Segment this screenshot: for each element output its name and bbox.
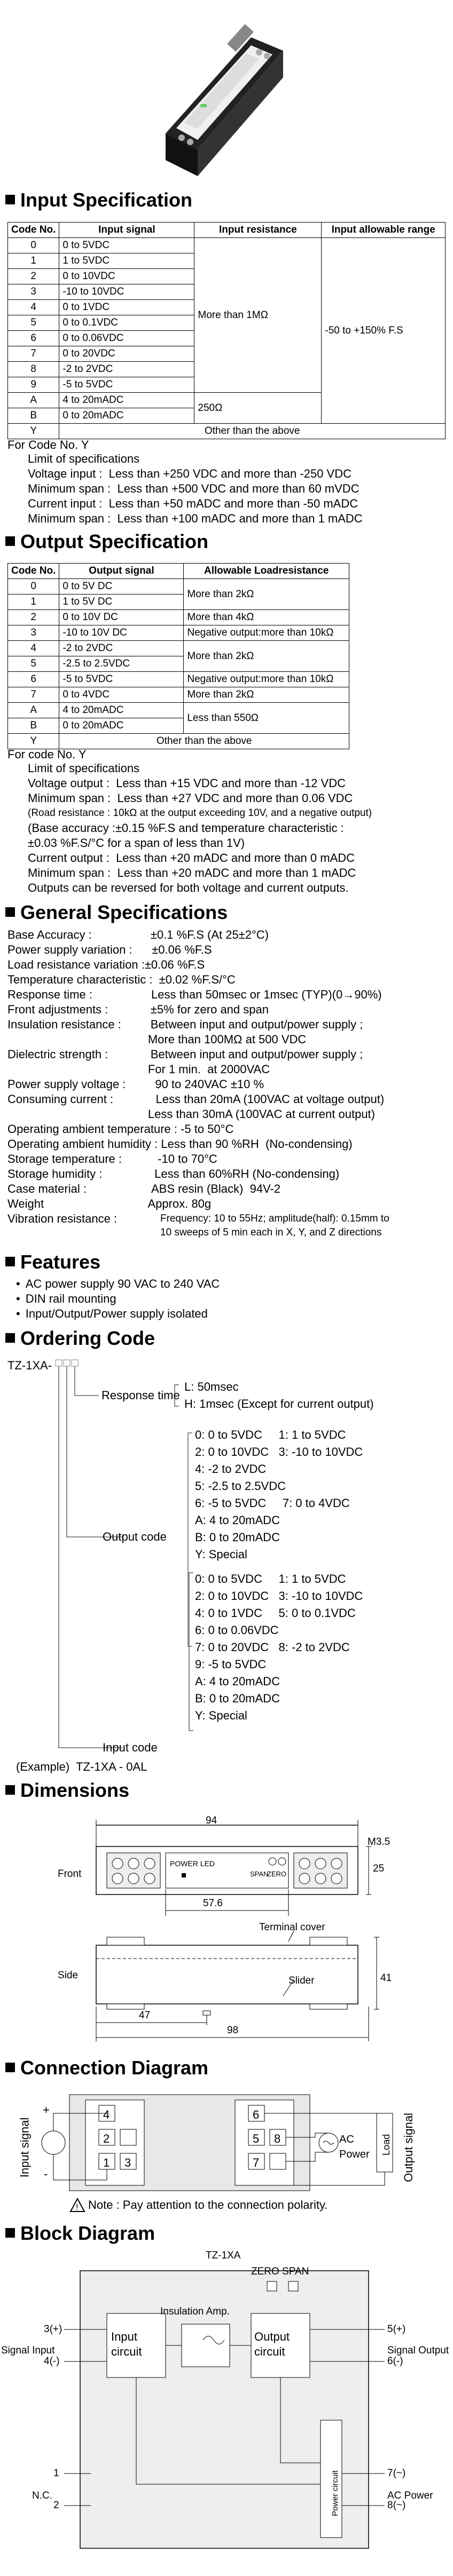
terminal-2: 2 [103, 2132, 110, 2145]
input-code-y-heading: For Code No. Y [7, 438, 89, 451]
output-opt: 5: -2.5 to 2.5VDC [195, 1479, 286, 1493]
response-label: Response time [101, 1389, 180, 1402]
feature-item: • AC power supply 90 VAC to 240 VAC [16, 1277, 220, 1291]
general-spec-title: General Specifications [5, 902, 228, 923]
input-opt: B: 0 to 20mADC [195, 1692, 280, 1705]
output-opt: B: 0 to 20mADC [195, 1531, 280, 1544]
terminal-7: 7 [253, 2156, 260, 2169]
block-title: Block Diagram [5, 2223, 155, 2244]
conn-load: Load [381, 2134, 392, 2156]
input-opt: 9: -5 to 5VDC [195, 1658, 267, 1671]
zero-span: ZERO SPAN [251, 2266, 309, 2277]
ordering-example: (Example) TZ-1XA - 0AL [16, 1760, 147, 1773]
input-opt: 4: 0 to 1VDC 5: 0 to 0.1VDC [195, 1606, 356, 1620]
input-opt: 0: 0 to 5VDC 1: 1 to 5VDC [195, 1572, 346, 1586]
block-t8: 8(~) [387, 2500, 406, 2511]
output-spec-table: Code No. Output signal Allowable Loadresistance 0 0 to 5V DC More than 2kΩ 1 1 to 5V DC 2 0 to 10V DC More than 4kΩ 3 -10 to 10V DC Negative output:more than 10kΩ 4 -2 to 2VDC More than 2kΩ 5 -2.5 to 2.5VDC 6 -5 to 5VDC Negative output:more than 10kΩ 7 0 to 4VDC More than 2kΩ A 4 to 20mADC Less than 550Ω B 0 to 20mADC Y Other than the above [7, 563, 349, 749]
dimensions-title: Dimensions [5, 1780, 129, 1801]
output-limit-2: (Road resistance : 10kΩ at the output exceeding 10V, and a negative output) [28, 807, 372, 819]
side-label: Side [58, 1970, 79, 1981]
terminal-5: 5 [253, 2132, 260, 2145]
output-limit-4: ±0.03 %F.S/°C for a span of less than 1V) [28, 836, 245, 850]
output-limit-0: Voltage output : Less than +15 VDC and more than -12 VDC [28, 776, 346, 790]
conn-output-signal: Output signal [401, 2113, 415, 2182]
terminal-cover-label: Terminal cover [259, 1922, 325, 1933]
output-limit-7: Outputs can be reversed for both voltage and current outputs. [28, 881, 349, 894]
table-cell: 0 [8, 238, 59, 253]
slider-label: Slider [288, 1975, 315, 1986]
input-opt: 2: 0 to 10VDC 3: -10 to 10VDC [195, 1589, 363, 1603]
input-limit-2: Current input : Less than +50 mADC and more than -50 mADC [28, 497, 358, 510]
dim-25: 25 [373, 1863, 385, 1874]
output-limit-1: Minimum span : Less than +27 VDC and more than 0.06 VDC [28, 791, 353, 805]
output-code-y-heading: For code No. Y [7, 748, 87, 761]
output-limit-6: Minimum span : Less than +20 mADC and more than 1 mADC [28, 866, 356, 879]
block-t6: 6(-) [387, 2356, 403, 2367]
dim-94: 94 [206, 1815, 217, 1826]
table-cell: -50 to +150% F.S [322, 238, 446, 424]
input-limit-heading: Limit of specifications [28, 452, 140, 465]
span-label: SPAN [250, 1870, 269, 1878]
terminal-4: 4 [103, 2108, 110, 2121]
block-t7: 7(~) [387, 2468, 406, 2479]
dim-98: 98 [227, 2025, 239, 2036]
output-opt: 4: -2 to 2VDC [195, 1462, 267, 1476]
product-photo [144, 0, 304, 181]
input-opt: A: 4 to 20mADC [195, 1675, 280, 1688]
col-range: Input allowable range [322, 223, 446, 238]
input-opt: Y: Special [195, 1709, 247, 1722]
input-code-label: Input code [103, 1741, 158, 1754]
input-circuit: Input circuit [111, 2330, 142, 2358]
power-led-label: POWER LED [170, 1859, 215, 1868]
terminal-3: 3 [124, 2156, 131, 2169]
dim-m35: M3.5 [368, 1836, 390, 1848]
table-cell: More than 1MΩ [194, 238, 322, 393]
feature-item: • DIN rail mounting [16, 1291, 116, 1306]
output-limit-3: (Base accuracy :±0.15 %F.S and temperature characteristic : [28, 821, 344, 835]
output-code-label: Output code [103, 1530, 167, 1543]
table-cell: 0 to 5VDC [59, 238, 194, 253]
connection-title: Connection Diagram [5, 2057, 208, 2079]
input-spec-table: Code No. Input signal Input resistance Input allowable range 0 0 to 5VDC More than 1MΩ -50 to +150% F.S 1 1 to 5VDC 2 0 to 10VDC 3 -10 to 10VDC 4 0 to 1VDC 5 0 to 0.1VDC 6 0 to 0.06VDC 7 0 to 20VDC 8 -2 to 2VDC 9 -5 to 5VDC A 4 to 20mADC 250Ω B 0 to 20mADC Y Other than the above [7, 222, 446, 439]
conn-minus: - [44, 2167, 48, 2181]
feature-item: • Input/Output/Power supply isolated [16, 1306, 208, 1321]
col-resistance: Input resistance [194, 223, 322, 238]
features-title: Features [5, 1251, 100, 1273]
output-opt: 6: -5 to 5VDC 7: 0 to 4VDC [195, 1496, 350, 1510]
input-limit-1: Minimum span : Less than +500 VDC and more than 60 mVDC [28, 482, 360, 495]
conn-ac-power: AC Power [339, 2134, 370, 2160]
block-ac-power: AC Power [387, 2490, 433, 2501]
block-model: TZ-1XA [206, 2250, 241, 2261]
output-spec-title: Output Specification [5, 531, 208, 552]
input-opt: 7: 0 to 20VDC 8: -2 to 2VDC [195, 1640, 350, 1654]
conn-note: Note : Pay attention to the connection polarity. [88, 2198, 328, 2212]
response-opt: L: 50msec [184, 1380, 239, 1393]
col-code: Code No. [8, 223, 59, 238]
ordering-title: Ordering Code [5, 1328, 155, 1349]
terminal-6: 6 [253, 2108, 260, 2121]
warning-icon [69, 2198, 85, 2213]
output-opt: A: 4 to 20mADC [195, 1513, 280, 1527]
input-brace [188, 1572, 194, 1732]
front-label: Front [58, 1868, 82, 1880]
insulation-amp: Insulation Amp. [160, 2306, 230, 2317]
conn-plus: + [43, 2103, 50, 2117]
svg-text:!: ! [76, 2203, 79, 2212]
block-t5: 5(+) [387, 2324, 406, 2335]
terminal-8: 8 [274, 2132, 281, 2145]
block-nc: N.C. [32, 2490, 52, 2501]
dim-41: 41 [380, 1972, 392, 1984]
output-limit-5: Current output : Less than +20 mADC and more than 0 mADC [28, 851, 355, 865]
signal-input: Signal Input [1, 2345, 55, 2356]
output-circuit: Output circuit [254, 2330, 290, 2358]
response-opt: H: 1msec (Except for current output) [184, 1397, 374, 1410]
signal-output: Signal Output [387, 2345, 449, 2356]
block-t3: 3(+) [44, 2324, 63, 2335]
block-t2: 2 [53, 2500, 59, 2511]
input-spec-title: Input Specification [5, 189, 192, 211]
dim-57-6: 57.6 [203, 1898, 223, 1909]
dim-47: 47 [139, 2010, 151, 2021]
power-circuit: Power circuit [330, 2470, 340, 2516]
block-t1: 1 [53, 2468, 59, 2479]
model-prefix: TZ-1XA- [7, 1359, 52, 1372]
input-limit-3: Minimum span : Less than +100 mADC and more than 1 mADC [28, 512, 363, 525]
output-opt: 0: 0 to 5VDC 1: 1 to 5VDC [195, 1428, 346, 1441]
output-opt: Y: Special [195, 1548, 247, 1561]
terminal-1: 1 [103, 2156, 110, 2169]
block-t4: 4(-) [44, 2356, 60, 2367]
output-limit-heading: Limit of specifications [28, 762, 140, 775]
conn-input-signal: Input signal [18, 2117, 32, 2178]
col-signal: Input signal [59, 223, 194, 238]
input-limit-0: Voltage input : Less than +250 VDC and more than -250 VDC [28, 467, 352, 480]
output-opt: 2: 0 to 10VDC 3: -10 to 10VDC [195, 1445, 363, 1459]
zero-label: ZERO [267, 1870, 287, 1878]
input-opt: 6: 0 to 0.06VDC [195, 1623, 279, 1637]
